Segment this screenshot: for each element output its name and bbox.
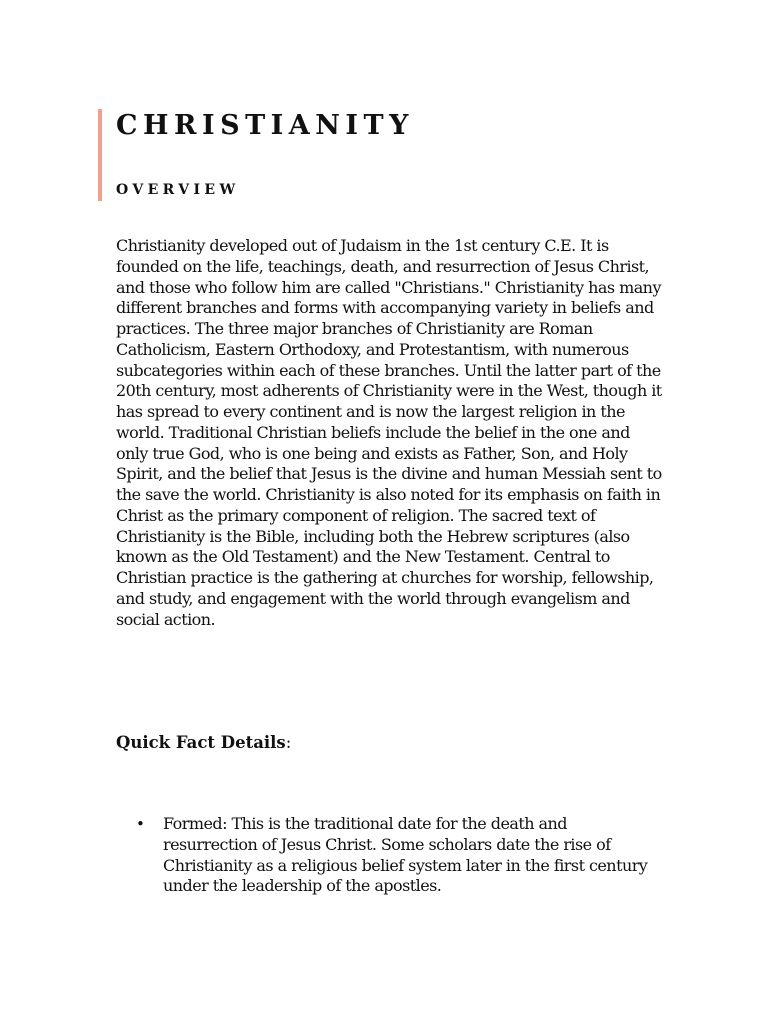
quick-facts-heading-label: Quick Fact Details	[116, 733, 286, 752]
section-subtitle: OVERVIEW	[116, 182, 240, 198]
overview-paragraph: Christianity developed out of Judaism in the 1st century C.E. It is founded on the life, teachings, death, and resurrection of Jesus Christ, and those who follow him are called "Christians." Christianity has many different branches and forms with accompanying variety in beliefs and practices. The three major branches of Christianity are Roman Catholicism, Eastern Orthodoxy, and Protestantism, with numerous subcategories within each of these branches. Until the latter part of the 20th century, most adherents of Christianity were in the West, though it has spread to every continent and is now the largest religion in the world. Traditional Christian beliefs include the belief in the one and only true God, who is one being and exists as Father, Son, and Holy Spirit, and the belief that Jesus is the divine and human Messiah sent to the save the world. Christianity is also noted for its emphasis on faith in Christ as the primary component of religion. The sacred text of Christianity is the Bible, including both the Hebrew scriptures (also known as the Old Testament) and the New Testament. Central to Christian practice is the gathering at churches for worship, fellowship, and study, and engagement with the world through evangelism and social action.	[116, 236, 662, 629]
accent-bar	[98, 109, 102, 201]
bullet-icon: •	[136, 815, 145, 833]
quick-facts-heading	[116, 732, 291, 754]
fact-text: Formed: This is the traditional date for the death and resurrection of Jesus Christ. Some scholars date the rise of Christianity as a religious belief system later in the first century under the leadership of the apostles.	[163, 814, 648, 896]
list-item	[136, 814, 656, 897]
page-title: CHRISTIANITY	[116, 110, 414, 141]
quick-facts-heading-colon: :	[285, 733, 292, 752]
quick-facts-list	[136, 814, 656, 897]
